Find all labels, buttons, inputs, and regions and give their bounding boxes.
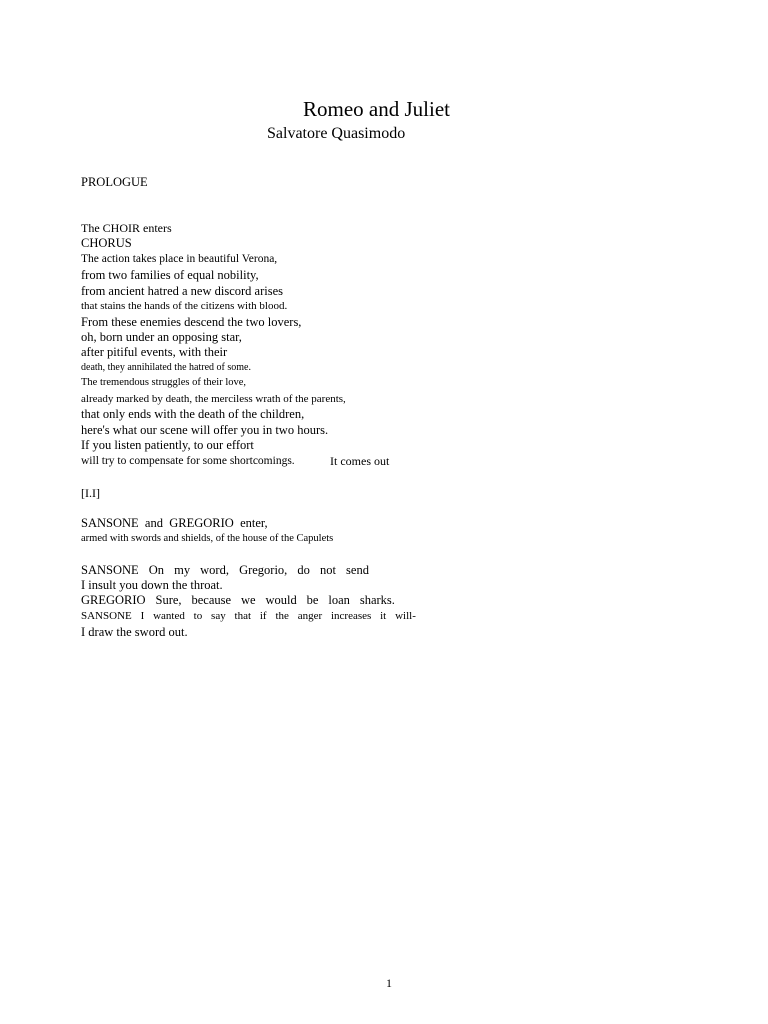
stage-direction-exit: It comes out xyxy=(330,454,390,468)
word: not xyxy=(319,563,336,577)
scene-marker: [I.I] xyxy=(81,486,100,500)
verse-line: death, they annihilated the hatred of some. xyxy=(81,362,251,373)
word: say xyxy=(211,610,226,622)
verse-line: from ancient hatred a new discord arises xyxy=(81,284,284,298)
word: On xyxy=(148,563,165,577)
verse-line: From these enemies descend the two lovers, xyxy=(81,315,302,329)
verse-line: will try to compensate for some shortcomings. xyxy=(81,455,295,467)
dialogue-line xyxy=(81,592,395,608)
word: word, xyxy=(200,563,229,577)
dialogue-line: I draw the sword out. xyxy=(81,625,188,639)
word: SANSONE xyxy=(81,516,139,530)
word: that xyxy=(234,610,252,622)
verse-line: here's what our scene will offer you in two hours. xyxy=(81,423,329,437)
word: I xyxy=(140,610,145,622)
page-number: 1 xyxy=(386,976,392,990)
speaker-sansone: SANSONE xyxy=(81,563,139,577)
word: do xyxy=(297,563,310,577)
document-author: Salvatore Quasimodo xyxy=(267,125,406,142)
word: be xyxy=(306,593,319,607)
word: my xyxy=(174,563,191,577)
dialogue-line xyxy=(81,562,369,578)
word: sharks. xyxy=(359,593,395,607)
word: to xyxy=(193,610,203,622)
stage-direction-enter xyxy=(81,515,268,531)
verse-line: The tremendous struggles of their love, xyxy=(81,377,247,388)
word: loan xyxy=(328,593,350,607)
dialogue-line xyxy=(81,608,416,624)
verse-line: The action takes place in beautiful Verona, xyxy=(81,253,278,265)
word: Gregorio, xyxy=(239,563,288,577)
word: we xyxy=(240,593,256,607)
word: would xyxy=(265,593,297,607)
document-title: Romeo and Juliet xyxy=(303,97,450,121)
word: will- xyxy=(395,610,416,622)
word: increases xyxy=(330,610,372,622)
verse-line: oh, born under an opposing star, xyxy=(81,330,242,344)
speaker-gregorio: GREGORIO xyxy=(81,593,146,607)
verse-line: after pitiful events, with their xyxy=(81,345,228,359)
stage-direction-choir-enters: The CHOIR enters xyxy=(81,221,172,235)
word: the xyxy=(275,610,289,622)
verse-line: If you listen patiently, to our effort xyxy=(81,438,254,452)
speaker-chorus: CHORUS xyxy=(81,236,132,250)
stage-direction-armed: armed with swords and shields, of the house of the Capulets xyxy=(81,533,334,544)
word: send xyxy=(346,563,369,577)
word: anger xyxy=(297,610,323,622)
verse-line: that stains the hands of the citizens with blood. xyxy=(81,300,288,312)
speaker-sansone: SANSONE xyxy=(81,610,132,622)
word: enter, xyxy=(240,516,268,530)
verse-line: already marked by death, the merciless wrath of the parents, xyxy=(81,393,346,405)
section-heading-prologue: PROLOGUE xyxy=(81,175,148,189)
word: and xyxy=(144,516,163,530)
word: GREGORIO xyxy=(169,516,234,530)
word: if xyxy=(259,610,267,622)
word: because xyxy=(191,593,232,607)
word: wanted xyxy=(153,610,185,622)
verse-line: that only ends with the death of the children, xyxy=(81,407,305,421)
word: it xyxy=(380,610,387,622)
verse-line: from two families of equal nobility, xyxy=(81,268,259,282)
word: Sure, xyxy=(155,593,182,607)
dialogue-line: I insult you down the throat. xyxy=(81,578,223,592)
